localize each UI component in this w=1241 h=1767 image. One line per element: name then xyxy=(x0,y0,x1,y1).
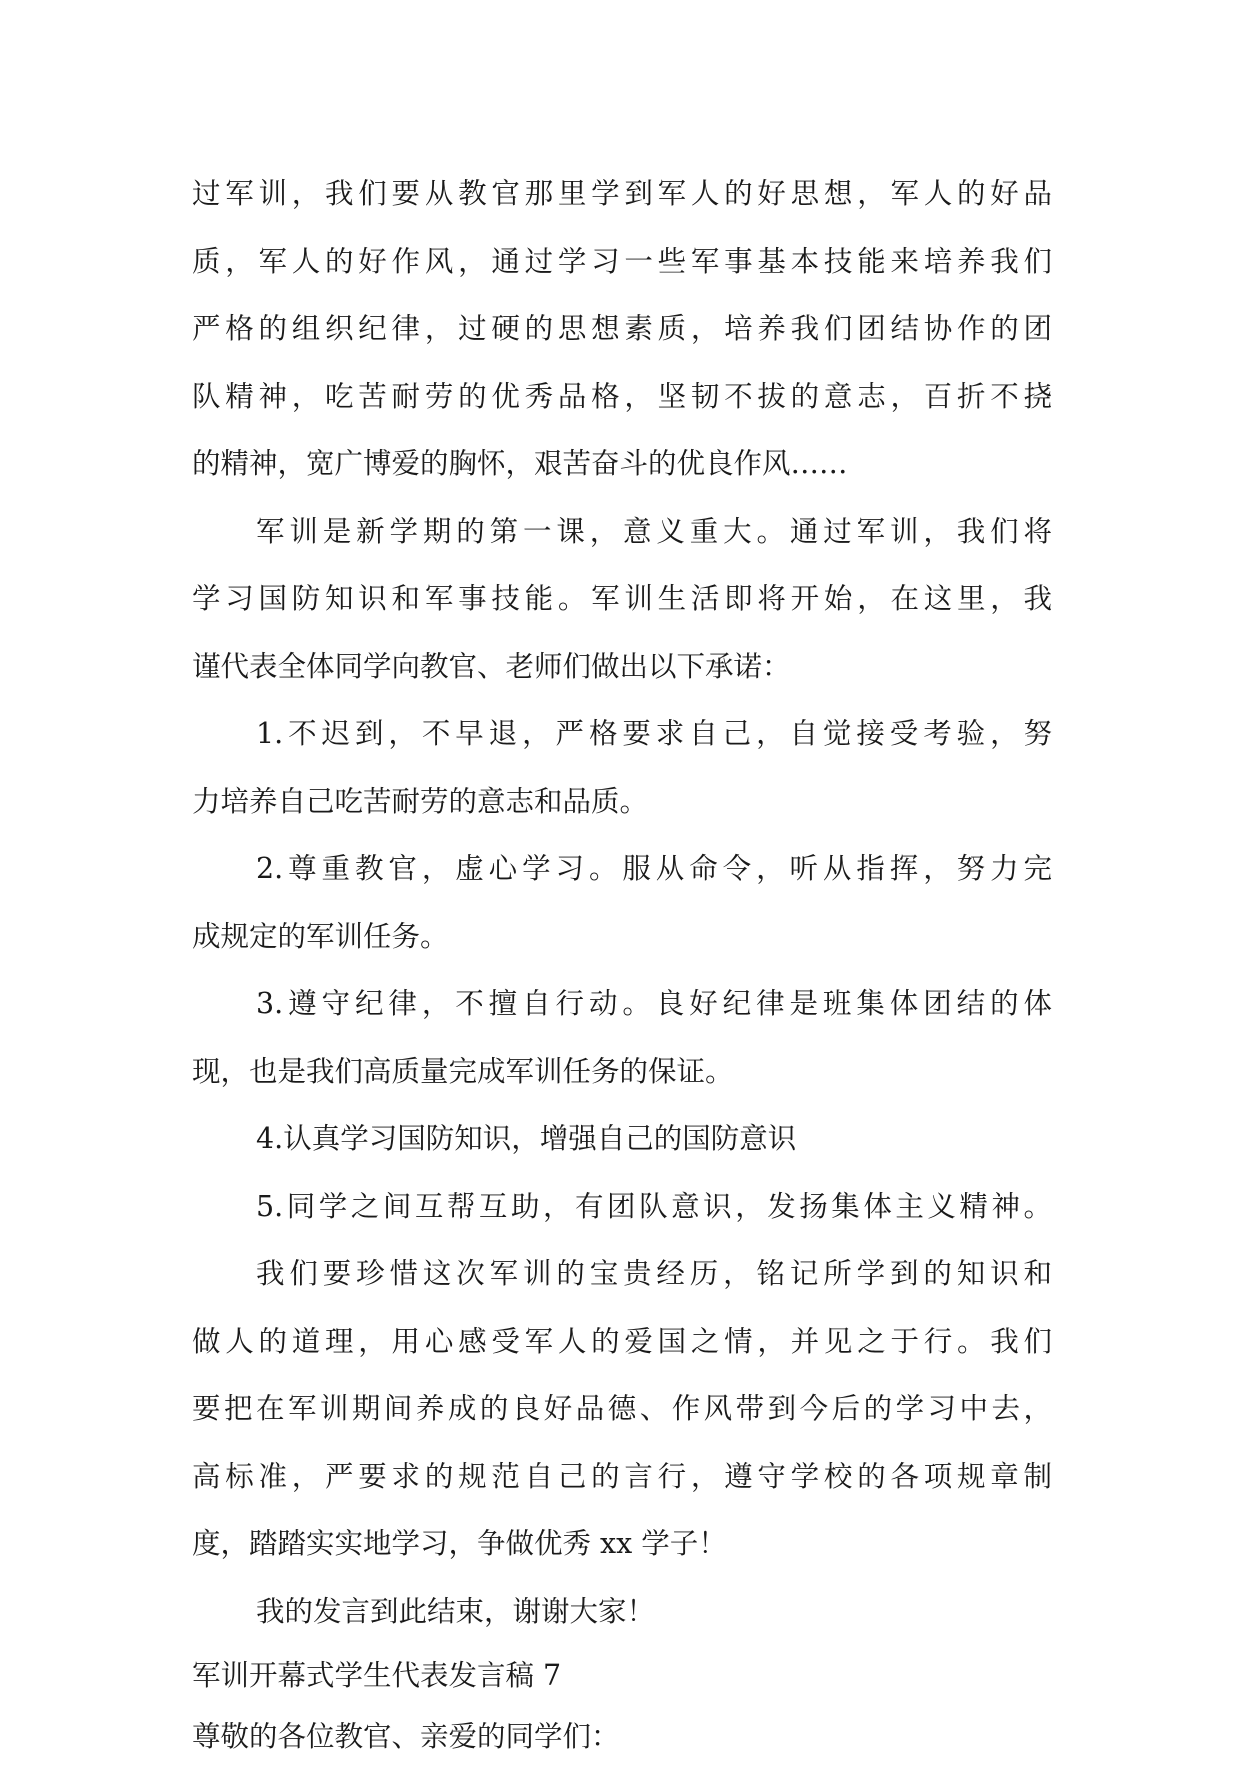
text-line: 高标准，严要求的规范自己的言行，遵守学校的各项规章制 xyxy=(192,1459,1052,1493)
text-line: 我们要珍惜这次军训的宝贵经历，铭记所学到的知识和 xyxy=(256,1257,1052,1290)
section-title: 军训开幕式学生代表发言稿 7 xyxy=(192,1659,562,1692)
text-line: 谨代表全体同学向教官、老师们做出以下承诺： xyxy=(192,649,791,683)
text-line: 学习国防知识和军事技能。军训生活即将开始，在这里，我 xyxy=(192,582,1052,615)
text-line: 度，踏踏实实地学习，争做优秀 xx 学子！ xyxy=(192,1527,727,1560)
text-line: 队精神，吃苦耐劳的优秀品格，坚韧不拔的意志，百折不挠 xyxy=(192,379,1052,413)
speech-text xyxy=(192,160,1052,1645)
text-line: 5.同学之间互帮互助，有团队意识，发扬集体主义精神。 xyxy=(256,1189,1052,1223)
document-body xyxy=(192,160,1052,1767)
text-line: 的精神，宽广博爱的胸怀，艰苦奋斗的优良作风…… xyxy=(192,447,848,480)
text-line: 力培养自己吃苦耐劳的意志和品质。 xyxy=(192,784,649,818)
text-line: 严格的组织纪律，过硬的思想素质，培养我们团结协作的团 xyxy=(192,312,1052,345)
text-line: 做人的道理，用心感受军人的爱国之情，并见之于行。我们 xyxy=(192,1324,1052,1358)
text-line: 质，军人的好作风，通过学习一些军事基本技能来培养我们 xyxy=(192,244,1052,278)
salutation: 尊敬的各位教官、亲爱的同学们： xyxy=(192,1720,620,1753)
text-line: 3.遵守纪律，不擅自行动。良好纪律是班集体团结的体 xyxy=(256,987,1052,1020)
text-line: 军训是新学期的第一课，意义重大。通过军训，我们将 xyxy=(256,514,1052,548)
text-line: 过军训，我们要从教官那里学到军人的好思想，军人的好品 xyxy=(192,177,1052,210)
text-line: 我的发言到此结束，谢谢大家！ xyxy=(256,1594,656,1628)
text-line: 成规定的军训任务。 xyxy=(192,919,449,953)
text-line: 要把在军训期间养成的良好品德、作风带到今后的学习中去， xyxy=(192,1392,1052,1425)
text-line: 2.尊重教官，虚心学习。服从命令，听从指挥，努力完 xyxy=(256,852,1052,885)
text-line: 现，也是我们高质量完成军训任务的保证。 xyxy=(192,1054,734,1088)
text-line: 1.不迟到，不早退，严格要求自己，自觉接受考验，努 xyxy=(256,717,1052,750)
text-line: 4.认真学习国防知识，增强自己的国防意识 xyxy=(256,1122,797,1155)
